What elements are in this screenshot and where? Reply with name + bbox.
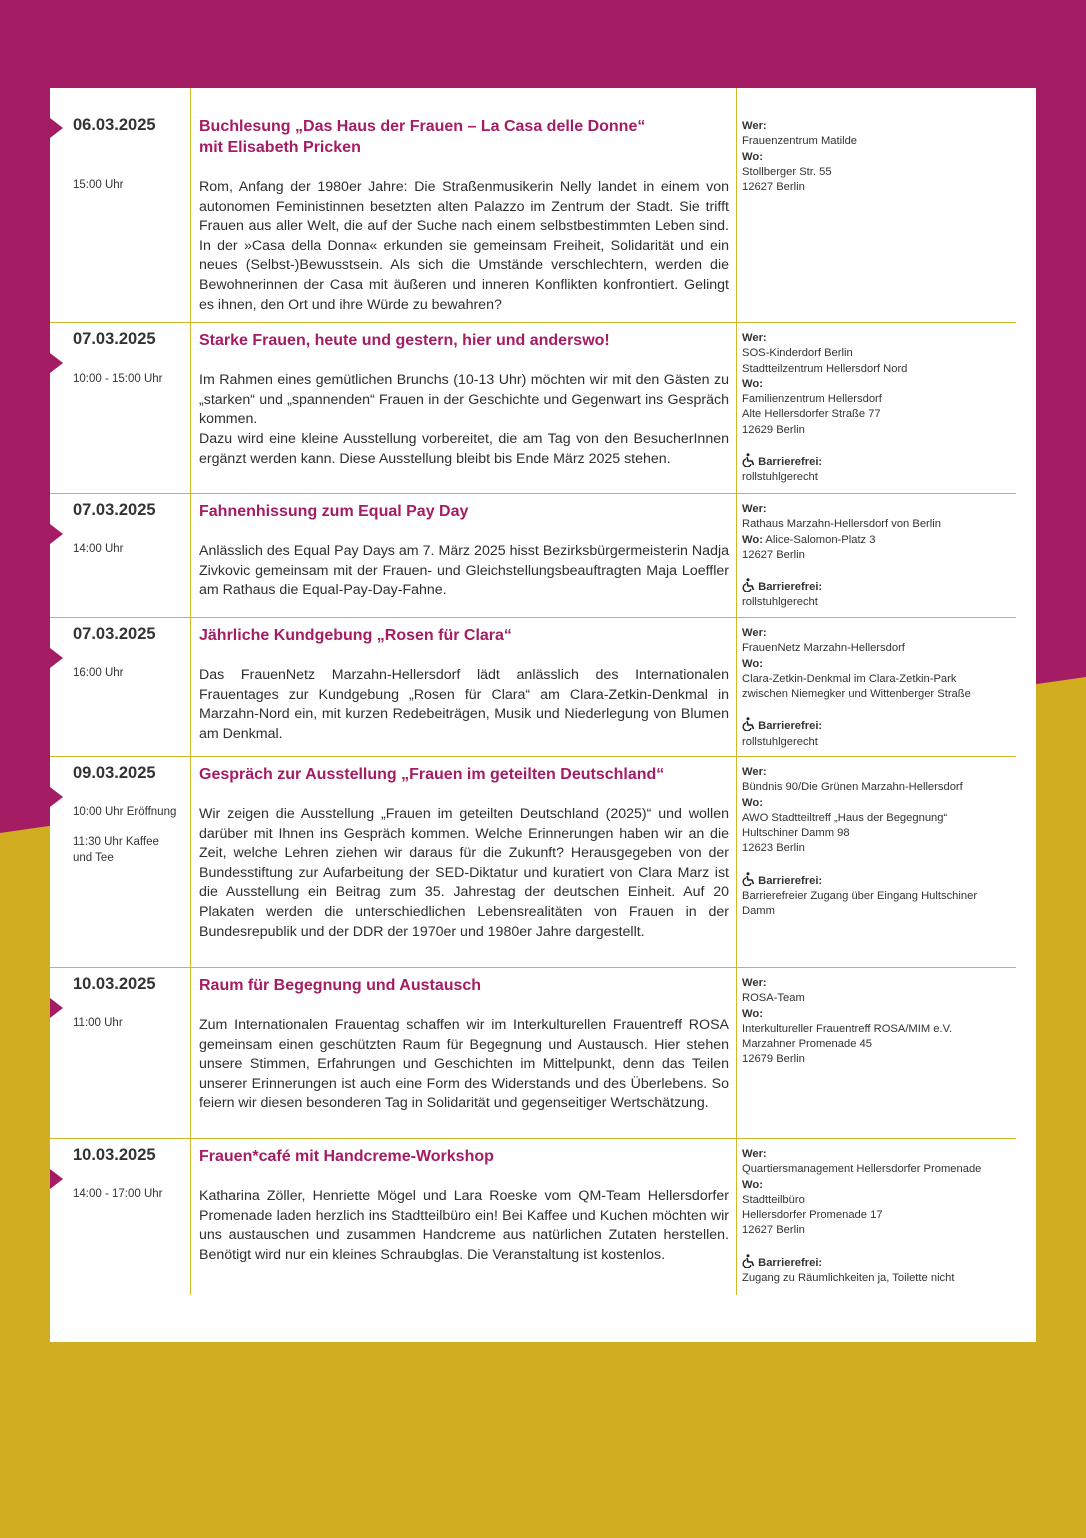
where-value: Hellersdorfer Promenade 17 [742,1209,883,1222]
where-value: Clara-Zetkin-Denkmal im Clara-Zetkin-Park [742,672,957,685]
event-time: 14:00 Uhr [73,543,124,555]
where-label: Wo: [742,1178,763,1191]
who-value: Stadtteilzentrum Hellersdorf Nord [742,362,908,375]
date-marker [50,1169,63,1189]
where-value: 12679 Berlin [742,1053,805,1066]
event-date: 06.03.2025 [73,116,156,134]
where-value: zwischen Niemegker und Wittenberger Straße [742,688,971,701]
event-description: Anlässlich des Equal Pay Days am 7. März 2025 hisst Bezirksbürgermeisterin Nadja Zivkovic gemeinsam mit der Frauen- und Gleichstellungsbeauftragten Maja Loeffler am Rathaus die Equal-Pay-Day-Fahne. [199,543,729,599]
accessibility-label-text: Barrierefrei: [758,720,823,733]
event-date: 09.03.2025 [73,764,156,782]
where-value: Stollberger Str. 55 [742,165,832,178]
wheelchair-icon [742,717,755,731]
who-value: FrauenNetz Marzahn-Hellersdorf [742,642,905,655]
event-title: Gespräch zur Ausstellung „Frauen im geteilten Deutschland“ [199,766,665,783]
where-value: Alte Hellersdorfer Straße 77 [742,408,881,421]
where-label: Wo: [742,657,763,670]
event-main-column [190,968,737,1138]
accessibility-label [742,578,1010,595]
wheelchair-icon [742,872,755,886]
where-value: 12629 Berlin [742,423,805,436]
event-date: 10.03.2025 [73,1146,156,1164]
event-info-column [742,502,1010,611]
event-main-column [190,618,737,756]
wheelchair-icon [742,578,755,592]
who-value: Quartiersmanagement Hellersdorfer Promenade [742,1163,982,1176]
event-date: 07.03.2025 [73,501,156,519]
event-main-column [190,494,737,617]
event-time: 10:00 - 15:00 Uhr [73,373,163,385]
who-label: Wer: [742,503,767,515]
event-date: 07.03.2025 [73,330,156,348]
event-time: 10:00 Uhr Eröffnung [73,806,177,818]
event-description: Im Rahmen eines gemütlichen Brunchs (10-13 Uhr) möchten wir mit den Gästen zu „starken“ und „spannenden“ Frauen in der Geschichte und Gegenwart ins Gespräch kommen. [199,372,729,428]
event-date-column [73,88,190,322]
event-date: 10.03.2025 [73,975,156,993]
accessibility-label-text: Barrierefrei: [758,456,823,469]
event-entry [50,968,1016,1139]
where-value: AWO Stadtteiltreff „Haus der Begegnung“ [742,811,948,824]
accessibility-label [742,872,1010,889]
event-entry [50,757,1016,968]
event-description: Zum Internationalen Frauentag schaffen wir im Interkulturellen Frauentreff ROSA gemeinsam einen geschützten Raum für Begegnung und Austausch. Hier stehen unsere Stimmen, Erfahrungen und Geschichten im Mittelpunkt, denn das Teilen unserer Erinnerungen ist auch eine Form des Widerstands und des Überlebens. So feiern wir diesen besonderen Tag in Solidarität und gegenseitiger Wertschätzung. [199,1017,729,1112]
date-marker [50,787,63,807]
event-entry [50,1139,1016,1295]
where-value: 12627 Berlin [742,181,805,194]
event-time-secondary: 11:30 Uhr Kaffee und Tee [73,836,159,864]
where-label: Wo: [742,533,763,546]
who-label: Wer: [742,332,767,344]
accessibility-label [742,453,1010,470]
who-value: Bündnis 90/Die Grünen Marzahn-Hellersdorf [742,781,963,794]
where-value: 12627 Berlin [742,548,805,561]
where-line [742,533,1010,548]
who-value: Frauenzentrum Matilde [742,135,858,148]
where-label: Wo: [742,796,763,809]
event-info-column [742,1147,1010,1286]
event-description: Das FrauenNetz Marzahn-Hellersdorf lädt anlässlich des Internationalen Frauentages zur Kundgebung „Rosen für Clara“ am Clara-Zetkin-Denkmal in Marzahn-Nord ein, mit kurzen Redebeiträgen, Musik und Niederlegung von Blumen am Denkmal. [199,667,729,742]
accessibility-label [742,1254,1010,1271]
event-entry [50,618,1016,757]
who-value: ROSA-Team [742,992,805,1005]
accessibility-value: Zugang zu Räumlichkeiten ja, Toilette nicht [742,1272,955,1285]
event-time: 15:00 Uhr [73,179,124,191]
event-title: Frauen*café mit Handcreme-Workshop [199,1148,494,1165]
event-info-column [742,976,1010,1068]
where-label: Wo: [742,1007,763,1020]
event-date-column [73,757,190,967]
event-title: Jährliche Kundgebung „Rosen für Clara“ [199,627,512,644]
event-main-column [190,1139,737,1295]
event-date: 07.03.2025 [73,625,156,643]
date-marker [50,353,63,373]
date-marker [50,524,63,544]
who-label: Wer: [742,627,767,639]
event-main-column [190,757,737,967]
event-description: Katharina Zöller, Henriette Mögel und Lara Roeske vom QM-Team Hellersdorfer Promenade laden herzlich ins Stadtteilbüro ein! Bei Kaffee und Kuchen möchten wir uns austauschen und zusammen Handcreme aus natürlichen Zutaten herstellen. Benötigt wird nur ein kleines Schraubglas. Die Veranstaltung ist kostenlos. [199,1188,729,1263]
date-marker [50,118,63,138]
where-value: Alice-Salomon-Platz 3 [765,533,876,546]
program-card [50,88,1036,1342]
who-label: Wer: [742,120,767,132]
event-main-column [190,323,737,493]
event-description: Wir zeigen die Ausstellung „Frauen im geteilten Deutschland (2025)“ und wollen darüber mit Ihnen ins Gespräch kommen. Welche Erinnerungen haben wir an die Zeit, welche Lehren ziehen wir daraus für die Zukunft? Herausgegeben von der Bundesstiftung zur Aufarbeitung der SED-Diktatur und kuratiert von Clara Marz ist die Ausstellung ein Beitrag zum 35. Jahrestag der deutschen Einheit. Auf 20 Plakaten werden die unterschiedlichen Lebensrealitäten von Frauen in der Bundesrepublik und der DDR der 1970er und 1980er Jahre dargestellt. [199,806,729,940]
event-title: Fahnenhissung zum Equal Pay Day [199,503,469,520]
where-value: 12623 Berlin [742,842,805,855]
event-title: Starke Frauen, heute und gestern, hier und anderswo! [199,332,610,349]
event-date-column [73,494,190,617]
where-value: Interkultureller Frauentreff ROSA/MIM e.V. [742,1022,953,1035]
event-entry [50,494,1016,618]
event-time: 11:00 Uhr [73,1017,123,1029]
accessibility-value: Barrierefreier Zugang über Eingang Hultschiner Damm [742,890,978,918]
where-value: Stadtteilbüro [742,1193,805,1206]
accessibility-value: rollstuhlgerecht [742,735,818,748]
event-date-column [73,618,190,756]
event-date-column [73,323,190,493]
where-value: Marzahner Promenade 45 [742,1038,872,1051]
event-time: 16:00 Uhr [73,667,124,679]
event-title: Buchlesung „Das Haus der Frauen – La Casa delle Donne“ mit Elisabeth Pricken [199,118,646,156]
event-description-continued: Dazu wird eine kleine Ausstellung vorbereitet, die am Tag von den BesucherInnen ergänzt werden kann. Diese Ausstellung bleibt bis Ende März 2025 stehen. [199,431,729,467]
event-title: Raum für Begegnung und Austausch [199,977,482,994]
where-value: Familienzentrum Hellersdorf [742,393,882,406]
event-entry [50,88,1016,323]
who-value: SOS-Kinderdorf Berlin [742,347,853,360]
event-info-column [742,119,1010,195]
accessibility-label-text: Barrierefrei: [758,1256,823,1269]
where-value: 12627 Berlin [742,1224,805,1237]
accessibility-value: rollstuhlgerecht [742,596,818,609]
wheelchair-icon [742,453,755,467]
who-label: Wer: [742,1148,767,1160]
wheelchair-icon [742,1254,755,1268]
event-date-column [73,968,190,1138]
accessibility-value: rollstuhlgerecht [742,471,818,484]
accessibility-label [742,717,1010,734]
event-info-column [742,765,1010,920]
event-entry [50,323,1016,494]
event-date-column [73,1139,190,1295]
event-main-column [190,88,737,322]
date-marker [50,648,63,668]
event-info-column [742,331,1010,486]
where-label: Wo: [742,377,763,390]
accessibility-label-text: Barrierefrei: [758,874,823,887]
where-value: Hultschiner Damm 98 [742,827,850,840]
accessibility-label-text: Barrierefrei: [758,581,823,594]
who-label: Wer: [742,977,767,989]
date-marker [50,998,63,1018]
event-info-column [742,626,1010,750]
event-description: Rom, Anfang der 1980er Jahre: Die Straßenmusikerin Nelly landet in einem von autonomen Feministinnen besetzten alten Palazzo im Zentrum der Stadt. Sie trifft Frauen aus aller Welt, die auf der Suche nach einem selbstbestimmten Leben sind. In der »Casa della Donna« erkunden sie gemeinsam Freiheit, Solidarität und ein neues (Selbst-)Bewusstsein. Als sich die Umstände verschlechtern, werden die Bewohnerinnen der Casa mit äußeren und inneren Konflikten konfrontiert. Gelingt es ihnen, den Ort und ihre Würde zu bewahren? [199,179,729,313]
where-label: Wo: [742,150,763,163]
who-value: Rathaus Marzahn-Hellersdorf von Berlin [742,518,941,531]
event-time: 14:00 - 17:00 Uhr [73,1188,163,1200]
who-label: Wer: [742,766,767,778]
